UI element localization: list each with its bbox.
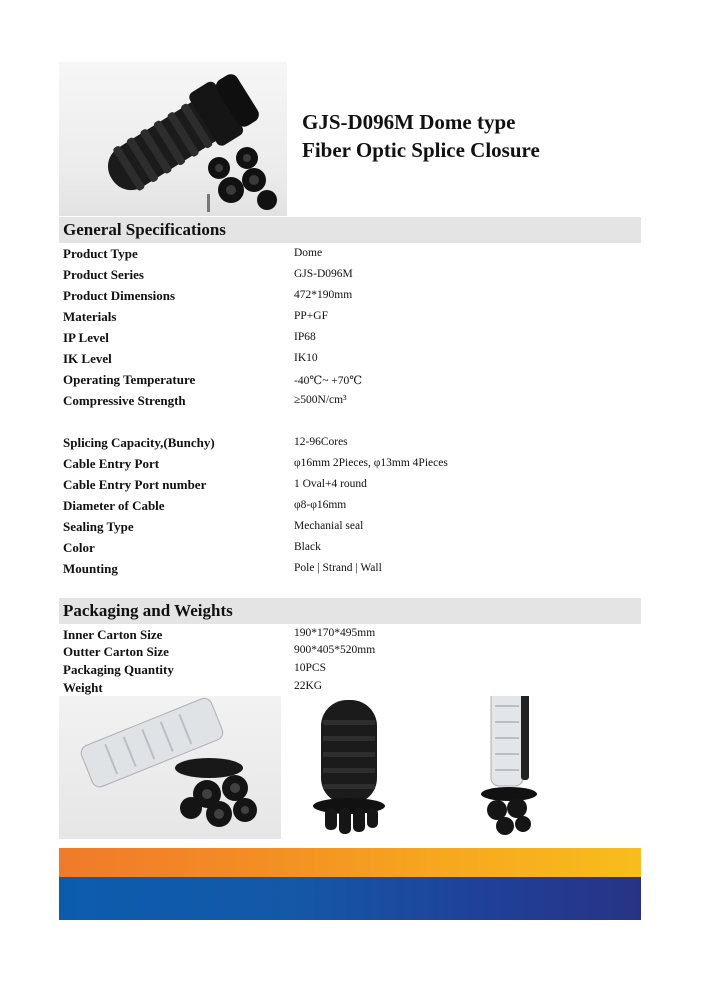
spec-value: GJS-D096M xyxy=(294,268,353,280)
spec-label: Mounting xyxy=(63,561,118,576)
product-title-line-2: Fiber Optic Splice Closure xyxy=(302,138,540,162)
spec-label: Sealing Type xyxy=(63,519,134,534)
spec-value: -40℃~ +70℃ xyxy=(294,375,363,387)
spec-label: Cable Entry Port number xyxy=(63,477,207,492)
spec-label: Outter Carton Size xyxy=(63,644,169,659)
product-photo-closed-dome xyxy=(281,696,461,839)
spec-label: IP Level xyxy=(63,330,109,345)
spec-label: Color xyxy=(63,540,95,555)
spec-value: 1 Oval+4 round xyxy=(294,478,367,490)
spec-value: ≥500N/cm³ xyxy=(294,394,347,406)
spec-label: Product Series xyxy=(63,267,144,282)
footer-orange-band xyxy=(59,848,641,877)
spec-value: 472*190mm xyxy=(294,289,353,301)
spec-value: φ16mm 2Pieces, φ13mm 4Pieces xyxy=(294,457,448,469)
spec-label: IK Level xyxy=(63,351,112,366)
packaging-heading: Packaging and Weights xyxy=(63,601,233,620)
product-photo-open-tray xyxy=(59,696,281,839)
spec-value: IK10 xyxy=(294,352,318,364)
spec-value: Mechanial seal xyxy=(294,520,364,532)
spec-label: Packaging Quantity xyxy=(63,662,174,677)
spec-label: Product Dimensions xyxy=(63,288,176,303)
spec-value: 22KG xyxy=(294,680,323,692)
spec-value: 900*405*520mm xyxy=(294,644,376,656)
product-title xyxy=(302,108,540,164)
spec-label: Cable Entry Port xyxy=(63,456,160,471)
spec-value: 190*170*495mm xyxy=(294,627,376,639)
spec-label: Materials xyxy=(63,309,117,324)
spec-value: 12-96Cores xyxy=(294,436,348,448)
hero-product-image xyxy=(59,62,287,216)
spec-value: Black xyxy=(294,541,321,553)
spec-value: 10PCS xyxy=(294,662,326,674)
spec-label: Compressive Strength xyxy=(63,393,186,408)
spec-value: IP68 xyxy=(294,331,316,343)
spec-value: Pole | Strand | Wall xyxy=(294,562,382,574)
general-specifications-heading: General Specifications xyxy=(63,220,226,239)
spec-label: Product Type xyxy=(63,246,138,261)
spec-value: φ8-φ16mm xyxy=(294,499,347,511)
spec-label: Weight xyxy=(63,680,103,695)
footer-blue-band xyxy=(59,877,641,920)
spec-value: Dome xyxy=(294,247,323,259)
spec-label: Splicing Capacity,(Bunchy) xyxy=(63,435,215,450)
spec-label: Diameter of Cable xyxy=(63,498,165,513)
spec-label: Inner Carton Size xyxy=(63,627,163,642)
spec-label: Operating Temperature xyxy=(63,372,196,387)
product-title-line-1: GJS-D096M Dome type xyxy=(302,110,516,134)
spec-value: PP+GF xyxy=(294,310,328,322)
product-photo-tray-stack xyxy=(461,696,641,839)
